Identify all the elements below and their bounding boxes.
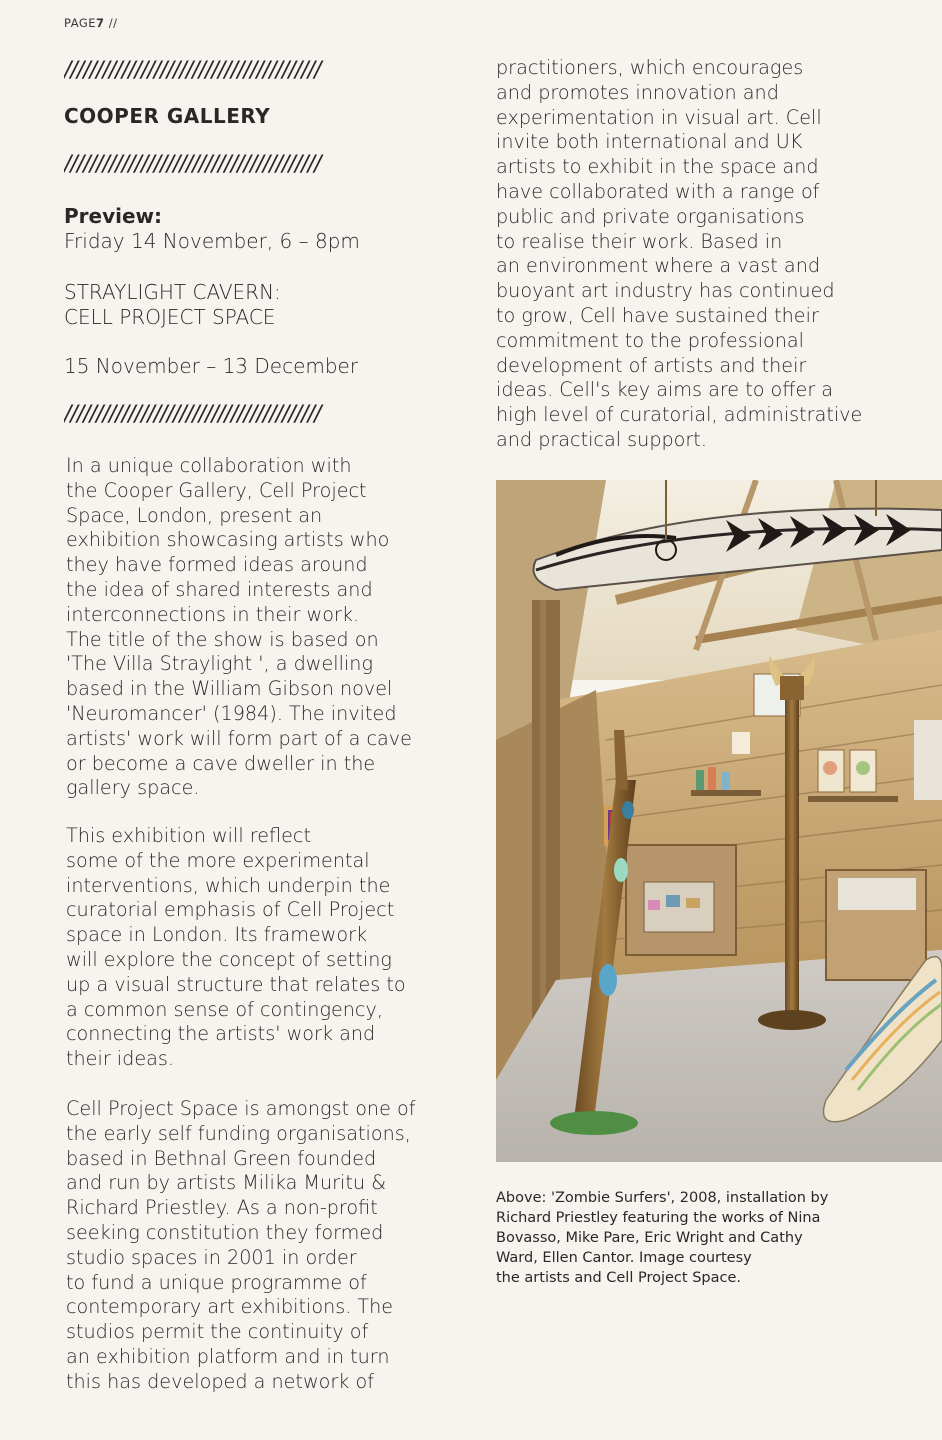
show-title xyxy=(64,280,281,330)
installation-photo-illustration xyxy=(496,480,942,1162)
divider-top: //////////////////////////////////////// xyxy=(64,58,321,83)
text-line: curatorial emphasis of Cell Project xyxy=(66,898,395,922)
page-number-value: 7 xyxy=(96,16,105,30)
page-number-suffix: // xyxy=(104,16,118,30)
page-number-prefix: PAGE xyxy=(64,16,97,30)
caption-line: Bovasso, Mike Pare, Eric Wright and Cathy xyxy=(496,1230,803,1246)
text-line: to realise their work. Based in xyxy=(496,229,783,253)
text-line: a common sense of contingency, xyxy=(66,997,383,1021)
paragraph-about-cell xyxy=(66,1097,416,1395)
text-line: buoyant art industry has continued xyxy=(496,279,835,303)
text-line: contemporary art exhibitions. The xyxy=(66,1295,394,1319)
text-line: to fund a unique programme of xyxy=(66,1270,367,1294)
divider-bottom: //////////////////////////////////////// xyxy=(64,402,321,427)
text-line: studios permit the continuity of xyxy=(66,1320,369,1344)
installation-photo xyxy=(496,480,942,1162)
text-line: artists to exhibit in the space and xyxy=(496,155,819,179)
text-line: and practical support. xyxy=(496,427,707,451)
show-title-line: STRAYLIGHT CAVERN: xyxy=(64,280,281,304)
text-line: exhibition showcasing artists who xyxy=(66,528,390,552)
text-line: commitment to the professional xyxy=(496,328,805,352)
text-line: connecting the artists' work and xyxy=(66,1022,376,1046)
paragraph-intro xyxy=(66,454,412,801)
preview-date: Friday 14 November, 6 – 8pm xyxy=(64,229,360,253)
text-line: interconnections in their work. xyxy=(66,602,360,626)
text-line: an environment where a vast and xyxy=(496,254,821,278)
text-line: based in Bethnal Green founded xyxy=(66,1146,377,1170)
text-line: an exhibition platform and in turn xyxy=(66,1344,390,1368)
text-line: seeking constitution they formed xyxy=(66,1220,384,1244)
text-line: 'Neuromancer' (1984). The invited xyxy=(66,701,397,725)
divider-middle: //////////////////////////////////////// xyxy=(64,152,321,177)
text-line: space in London. Its framework xyxy=(66,923,368,947)
text-line: invite both international and UK xyxy=(496,130,803,154)
show-title-line: CELL PROJECT SPACE xyxy=(64,305,276,329)
gallery-title: COOPER GALLERY xyxy=(64,104,271,128)
preview-label: Preview: xyxy=(64,204,163,228)
paragraph-framework xyxy=(66,824,406,1072)
text-line: This exhibition will reflect xyxy=(66,824,312,847)
photo-caption xyxy=(496,1188,828,1288)
text-line: will explore the concept of setting xyxy=(66,947,392,971)
caption-line: Richard Priestley featuring the works of Nina xyxy=(496,1210,821,1226)
paragraph-about-cell-continued xyxy=(496,56,862,453)
text-line: the idea of shared interests and xyxy=(66,577,373,601)
text-line: development of artists and their xyxy=(496,353,807,377)
text-line: studio spaces in 2001 in order xyxy=(66,1245,357,1269)
text-line: gallery space. xyxy=(66,776,200,800)
text-line: 'The Villa Straylight ', a dwelling xyxy=(66,652,373,676)
text-line: the Cooper Gallery, Cell Project xyxy=(66,478,367,502)
page-number xyxy=(64,16,117,30)
text-line: practitioners, which encourages xyxy=(496,56,804,79)
caption-line: Ward, Ellen Cantor. Image courtesy xyxy=(496,1250,752,1266)
text-line: have collaborated with a range of xyxy=(496,179,820,203)
text-line: based in the William Gibson novel xyxy=(66,677,393,701)
text-line: the early self funding organisations, xyxy=(66,1121,411,1145)
text-line: public and private organisations xyxy=(496,204,805,228)
text-line: high level of curatorial, administrative xyxy=(496,403,863,427)
text-line: experimentation in visual art. Cell xyxy=(496,105,822,129)
text-line: In a unique collaboration with xyxy=(66,454,352,477)
text-line: Richard Priestley. As a non-profit xyxy=(66,1196,378,1220)
text-line: and promotes innovation and xyxy=(496,80,779,104)
text-line: Space, London, present an xyxy=(66,503,323,527)
text-line: some of the more experimental xyxy=(66,848,370,872)
caption-line: the artists and Cell Project Space. xyxy=(496,1270,741,1286)
text-line: The title of the show is based on xyxy=(66,627,379,651)
text-line: to grow, Cell have sustained their xyxy=(496,303,819,327)
text-line: up a visual structure that relates to xyxy=(66,972,406,996)
text-line: and run by artists Milika Muritu & xyxy=(66,1171,387,1195)
text-line: they have formed ideas around xyxy=(66,553,368,577)
text-line: their ideas. xyxy=(66,1047,174,1071)
text-line: Cell Project Space is amongst one of xyxy=(66,1097,416,1120)
text-line: artists' work will form part of a cave xyxy=(66,726,412,750)
text-line: or become a cave dweller in the xyxy=(66,751,376,775)
text-line: interventions, which underpin the xyxy=(66,873,391,897)
caption-line: Above: 'Zombie Surfers', 2008, installation by xyxy=(496,1190,829,1206)
show-dates: 15 November – 13 December xyxy=(64,354,359,378)
text-line: ideas. Cell's key aims are to offer a xyxy=(496,378,834,402)
text-line: this has developed a network of xyxy=(66,1369,374,1393)
